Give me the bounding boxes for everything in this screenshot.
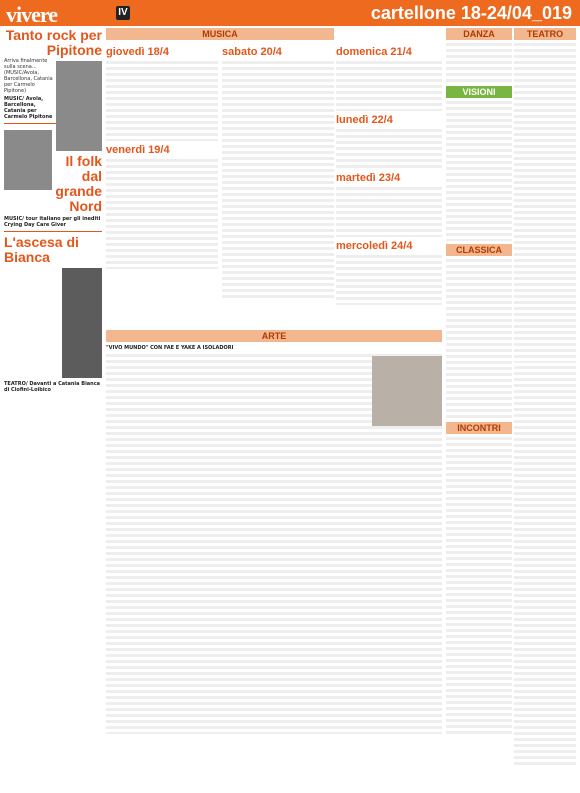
section-band-visioni: VISIONI <box>446 86 512 98</box>
magazine-logo: vivere <box>6 2 58 27</box>
arte-photo <box>372 356 442 426</box>
listing-lines <box>222 61 334 301</box>
section-band-teatro: TEATRO <box>514 28 576 40</box>
divider <box>4 231 102 232</box>
photo-bianca <box>62 268 102 378</box>
listing-lines <box>446 101 512 241</box>
section-band-music: MUSICA <box>106 28 334 40</box>
listing-lines <box>336 129 442 169</box>
day-heading: sabato 20/4 <box>222 46 282 58</box>
listing-lines <box>336 255 442 305</box>
listing-lines <box>336 187 442 237</box>
section-band-danza: DANZA <box>446 28 512 40</box>
day-heading: lunedì 22/4 <box>336 114 393 126</box>
music-column-2 <box>222 43 334 304</box>
teatro-listings <box>514 28 576 788</box>
section-badge: IV <box>116 6 130 20</box>
story-caption: MUSIC/ Avola, Barcellona, Catania per Carmelo Pipitone <box>4 96 53 120</box>
listing-lines <box>106 61 218 141</box>
photo-folk <box>4 130 52 190</box>
day-heading: venerdì 19/4 <box>106 144 170 156</box>
story-body: Arriva finalmente sulla scena... (MUSIC/Avola, Barcellona, Catania per Carmelo Pipitone) <box>4 58 53 94</box>
listing-lines <box>446 437 512 737</box>
section-band-arte: ARTE <box>106 330 442 342</box>
listing-lines <box>446 259 512 419</box>
page-title: cartellone 18-24/04_019 <box>370 3 572 23</box>
story-caption-folk: MUSIC/ tour italiano per gli inediti Crying Day Care Giver <box>4 216 101 228</box>
story-caption-bianca: TEATRO/ Davanti a Catania Bianca di Ciofini-Loibico <box>4 381 101 393</box>
photo-pipitone <box>56 61 102 151</box>
music-section-2 <box>336 28 442 328</box>
listing-lines <box>106 159 218 269</box>
music-section <box>106 28 334 328</box>
listing-lines <box>514 366 576 766</box>
section-band-incontri: INCONTRI <box>446 422 512 434</box>
arte-caption: "VIVO MUNDO" CON FAE E YAKE A ISOLADORI <box>106 345 234 351</box>
listing-lines <box>514 43 576 363</box>
section-band-classica: CLASSICA <box>446 244 512 256</box>
page-header <box>0 0 580 26</box>
story-title-folk: Il folk dal grande Nord <box>55 153 102 214</box>
day-heading: mercoledì 24/4 <box>336 240 413 252</box>
story-title-bianca: L'ascesa di Bianca <box>4 234 79 265</box>
arte-section <box>106 330 442 788</box>
music-column-1 <box>106 43 218 304</box>
right-listings <box>446 28 512 788</box>
feature-column <box>4 28 102 788</box>
listing-lines <box>446 43 512 83</box>
day-heading: giovedì 18/4 <box>106 46 169 58</box>
story-title-pipitone: Tanto rock per Pipitone <box>5 28 102 58</box>
listing-lines <box>336 61 442 111</box>
day-heading: martedì 23/4 <box>336 172 401 184</box>
day-heading: domenica 21/4 <box>336 46 412 58</box>
